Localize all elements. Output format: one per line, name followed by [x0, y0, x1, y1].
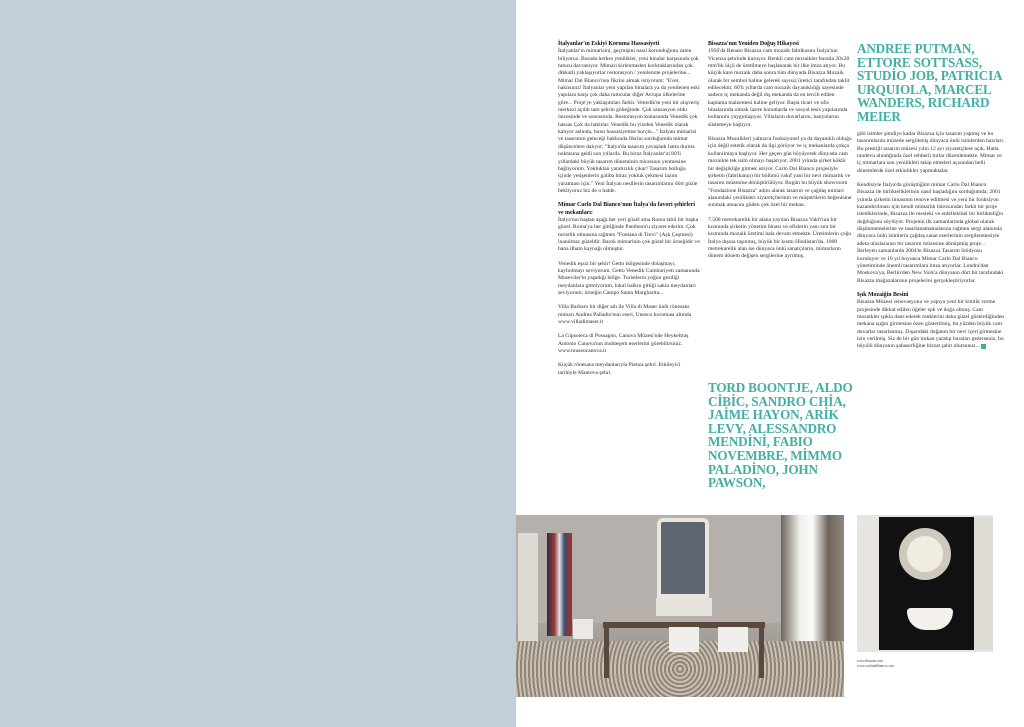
paragraph: Kendisiyle İtalya'da görüştüğüm mimar Carlo Dal Bianco Bisazza ile birlikteliklerinin nasıl başladığını sorduğumda; 2001 yılında şirketin binasının renove edilmesi ve yeni bir fonksiyon kazandırılması için kendi mimarlık bürosundan farklı bir proje istediklerinde, Bisazza ile mesleki ve entellektüel bir birlikteliğin doğduğunu söylüyor. Projenin ilk zamanlarında global olarak düşünmemelerine ve tasarlanamamalarına rağmen sergi alanında dünyaca ünlü isimlerin çağdaş sanat eserlerinin sergilenmesiyle adeta uluslararası bir tasarım müzesine dönüşmüş proje... İlerleyen zamanlarda 2004'te Bisazza Tasarım Stüdyosu kuruluyor ve 10 yıl boyunca Mimar Carlo Dal Bianco yönetiminde önemli tasarımlara imza atıyorlar. Londra'dan Moskova'ya, Berlin'den New York'a dünyanın dört bir tarafındaki Bisazza mağazalarının projelerini gerçekleştiriyorlar.: [857, 182, 1004, 284]
designer-names-pullquote: ANDREE PUTMAN, ETTORE SOTTSASS, STUDİO JOB, PATRICIA URQUIOLA, MARCEL WANDERS, RICHARD MEIER: [857, 41, 1002, 124]
paragraph: İtalya'nın baştan aşağı her yeri güzel ama Roma tabii bir başka güzel. Roma'ya her gittiğinde Pantheon'u ziyaret ederim. Çok turistlik olmasına rağmen "Fontana di Trevi" (Aşk Çeşmesi) inanılmaz güzeldir. Barok mimarinin çok güzel bir örneğidir ve bana ilham kaynağı olmuştur.: [558, 216, 700, 253]
paragraph: La Gipsoteca di Possagno, Canova Müzesi'nde Heykeltraş Antonio Canova'nın muhteşem eserlerini görebilirsiniz. www.museocanova.it: [558, 333, 689, 355]
dining-room-photo: [516, 515, 844, 697]
section-heading: Işık Mozaiğin Besini: [857, 291, 909, 298]
article-column-2: [708, 41, 853, 268]
section-heading: Bisazza'nın Yeniden Doğuş Hikayesi: [708, 41, 799, 47]
photo-credits: [857, 659, 894, 669]
bathroom-photo: [857, 515, 993, 652]
paragraph: Venedik eşsiz bir şehir! Getto bölgesinde dolaşmayı, kaybolmayı seviyorum. Getto Venedik Cumhuriyeti zamanında Museviler'in yaşadığı bölge. Turistlerin yoğun gezdiği meydanlara gitmiyorum, lokal halkın gittiği sakin meydanları seviyorum; örneğin Campo Santa Margharita...: [558, 260, 700, 296]
paragraph: Küçük rönesans meydanlarıyla Pienza şehri. Etkileyici tarihiyle Mantova şehri.: [558, 362, 681, 376]
paragraph: 1956'da Renato Bisazza cam mozaik fabrikasını İtalya'nın Vicenza şehrinde kuruyor. Renkli cam mozaikler burada 20x20 mm'lik ölçü de üretilmeye başlanarak bir ilke imza atıyor. Bu küçük kare mozaik daha sonra tüm dünyada Bisazza Mozaik olarak bir sembol haline gelerek sayısız üretici tarafından taklit edilecektir. 60'lı yıllarda cam mozaik dayanıklılığı sayesinde sadece iç mekanda değil dış mekanda da en tercih edilen kaplama malzemesi haline geliyor. Başta ticari ve ofis binalarında olmak üzere konutlarda ve sosyal tesis yapılarında kullanımı yaygınlaşıyor. Villaların duvarlarını, banyolarını süslemeye başlıyor.: [708, 48, 850, 128]
paragraph: 7.500 metrekarelik bir alana yayılan Bisazza Vakfı'nın bir kısmında şirketin yönetim binası ve ofislerin yanı sıra bir kısmında mozaik üretimi hala devam etmekte. Üretimlerin çoğu İtalya dışına taşınmış, büyük bir kısmı Hindistan'da. 1000 metrekarelik alan ise dünyaca ünlü sanatçıların, mimarların dönem dönem değişen sergilerine ayrılmış.: [708, 216, 852, 260]
paragraph: gibi isimler şimdiye kadar Bisazza için tasarım yapmış ve bu tasarımlarını müzede sergilemiş dünyaca ünlü isimlerden bazıları. Bu prestijli tasarım müzesi yılın 12 ayı ziyaretçilere açık. Hatta randevu alındığında özel rehberli turlar düzenlemekte. Mimar ve iç mimarlara son yenilikleri takip etmeleri açısından belli dönemlerde özel etkinlikler yapmaktalar.: [857, 131, 1005, 174]
paragraph: Bisazza Müzesi renovasyonu ve yapıya yeni bir kimlik verme projesinde dikkat edilen öğeler ışık ve doğa olmuş. Cam mozaikler ışıkla dans ederek renklerini daha güzel gösterdiğinden mekana ışığın girmesine özen gösterilmiş, bu yüzden büyük cam duvarlar tasarlanmış. Dışarıdaki doğanın bir nevi içeri girmesine izin verilmiş. Siz de bir gün imkan yaratıp buraları gezerseniz, bu büyülü dünyanın şahaserliğine bizzat şahit olursunuz...: [857, 299, 1005, 350]
credit-link: www.bisazza.com: [857, 659, 884, 663]
credit-link: www.carlodalbianco.com: [857, 664, 894, 668]
end-mark-icon: [981, 344, 986, 349]
article-column-1: [558, 41, 700, 384]
paragraph: Villa Barbaro bir diğer adı ile Villa di Maser ünlü rönesans mimarı Andrea Palladio'nun eseri, Unesco koruması altında www.villadimaser.it: [558, 304, 692, 326]
designer-names-pullquote: TORD BOONTJE, ALDO CİBİC, SANDRO CHİA, JAİME HAYON, ARİK LEVY, ALESSANDRO MENDİNİ, FABIO NOVEMBRE, MİMMO PALADİNO, JOHN PAWSON,: [708, 380, 853, 491]
paragraph: Bisazza Mozaikleri yalnızca fonksiyonel ya da dayanıklı olduğu için değil estetik olarak da ilgi görüyor ve iç mekanlarda çokça kullanılmaya başlıyor. Her geçen gün büyüyerek dünyada cam mozaikte tek isim olmayı başarıyor. 2001 yılında şirket köklü bir değişikliğe gitmek istiyor. Carlo Dal Bianco projesiyle şirketin (fabrikanın) bir bölümü vakıf yani bir nevi mimarlık ve tasarım müzesine dönüştürülüyor. Bugün bu büyük showroom "Fondazione Bisazza" adını alarak tasarım ve çağdaş mimari alanındaki yenilikleri ziyaretçilerinin ve müşterilerin beğenisine sunmak amacını güden çok özel bir mekan.: [708, 136, 852, 209]
section-heading: İtalyanlar'ın Eskiyi Koruma Hassasiyeti: [558, 41, 660, 47]
paragraph: İtalyanlar'ın mimarisini, geçmişini nasıl korunduğunu zaten biliyoruz. Burada herkes yenilikler, yeni binalar karşısında çok tutucu davranıyor. Mimari kirlenmeden korktuklarından çok dikkatli yaklaşıyorlar restorasyon / yenilenme projelerine... Mimar Dal Bianco'nun fikrini almak istiyorum: "Evet, haklısınız! İtalyanlar yeni yapılan binalara ya da yenilenen eski yapılara karşı çok daha tutucular diğer Avrupa ülkelerine göre... Proje'ye yaklaşımları farklı. Venedik'te yeni bir alışveriş merkezi açıldı tam şehrin göbeğinde. Çok sansasyon oldu öncesinde ve sonrasında. Restorasyon konusunda Venedik çok hassas Çok da haklılar. Venedik bu yüzden Venedik olarak kalıyor aslında, bunu hassasiyetine borçlu..." İtalyan mimarisi ve tasarımın geleceği hakkında fikrini sorduğumda mimar düşüncelere dalıyor; "İtalya'da tasarım yavaşladı hatta durma noktasına geldi son yıllarda. Bu biraz İtalyanlar'ın 80'li yıllardaki büyük tasarım döneminin mirasının yenmesine bağlıyorum. Yokluktan yaratıcılık çıkar! Tasarım bolluğu içinde yetişenlerin galiba biraz yokluk çekmesi lazım yaratması için." Yeni İtalyan nesillerin tasarımlarını dört gözle bekliyoruz biz de o halde.: [558, 48, 700, 194]
section-heading: Mimar Carlo Dal Bianco'nun İtalya'da favori şehirleri ve mekanları:: [558, 202, 696, 216]
article-column-3: [857, 131, 1005, 358]
